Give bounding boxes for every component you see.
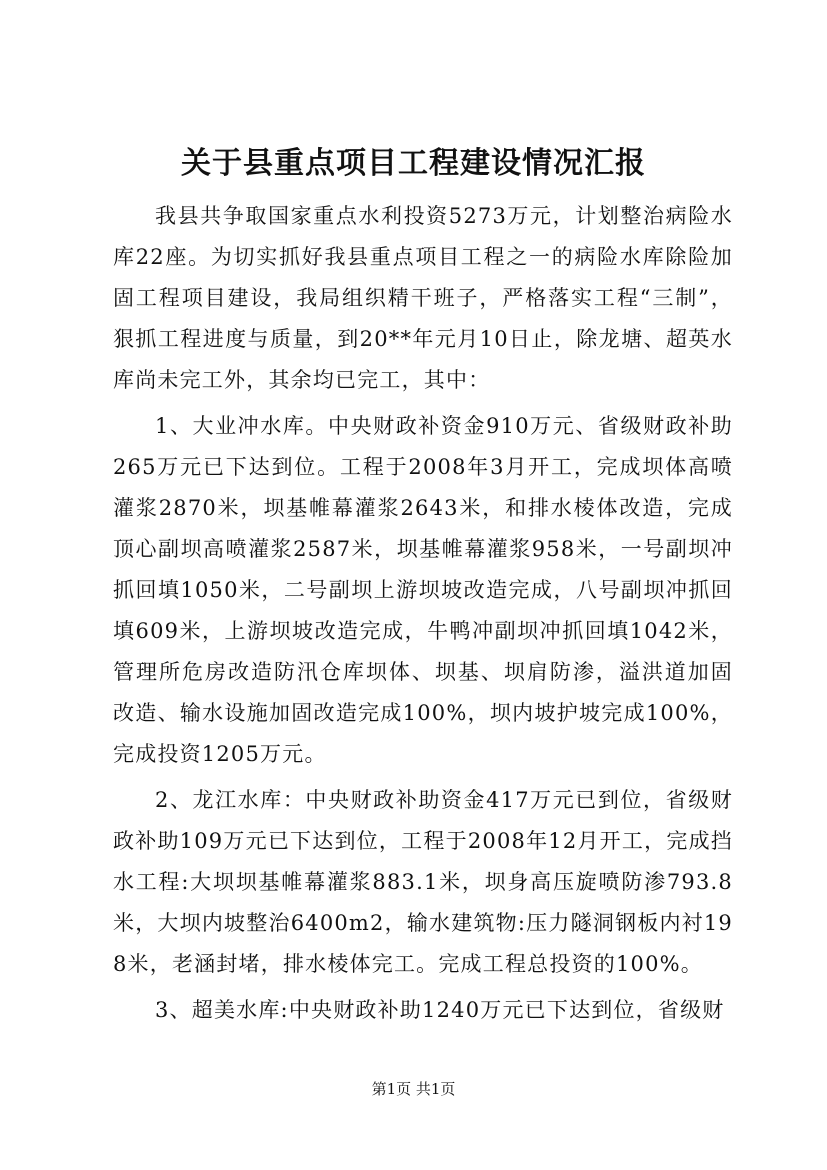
page-footer: 第1页 共1页 [371,1080,456,1098]
paragraph-longjiang-reservoir: 2、龙江水库：中央财政补助资金417万元已到位，省级财政补助109万元已下达到位，工程于2008年12月开工，完成挡水工程:大坝坝基帷幕灌浆883.1米，坝身高压旋喷防渗793.8米，大坝内坡整治6400m2，输水建筑物:压力隧洞钢板内衬198米，老涵封堵，排水棱体完工。完成工程总投资的100%。 [113,788,733,976]
paragraph-intro: 我县共争取国家重点水利投资5273万元，计划整治病险水库22座。为切实抓好我县重点项目工程之一的病险水库除险加固工程项目建设，我局组织精干班子，严格落实工程“三制”，狠抓工程进度与质量，到20**年元月10日止，除龙塘、超英水库尚未完工外，其余均已完工，其中： [113,204,733,392]
document-title: 关于县重点项目工程建设情况汇报 [181,146,646,181]
paragraph-chaomei-reservoir: 3、超美水库:中央财政补助1240万元已下达到位，省级财 [155,998,725,1022]
document-body [113,196,733,1036]
paragraph-dayechong-reservoir: 1、大业冲水库。中央财政补资金910万元、省级财政补助265万元已下达到位。工程于2008年3月开工，完成坝体高喷灌浆2870米，坝基帷幕灌浆2643米，和排水棱体改造，完成顶心副坝高喷灌浆2587米，坝基帷幕灌浆958米，一号副坝冲抓回填1050米，二号副坝上游坝坡改造完成，八号副坝冲抓回填609米，上游坝坡改造完成，牛鸭冲副坝冲抓回填1042米，管理所危房改造防汛仓库坝体、坝基、坝肩防渗，溢洪道加固改造、输水设施加固改造完成100%，坝内坡护坡完成100%，完成投资1205万元。 [113,414,733,766]
